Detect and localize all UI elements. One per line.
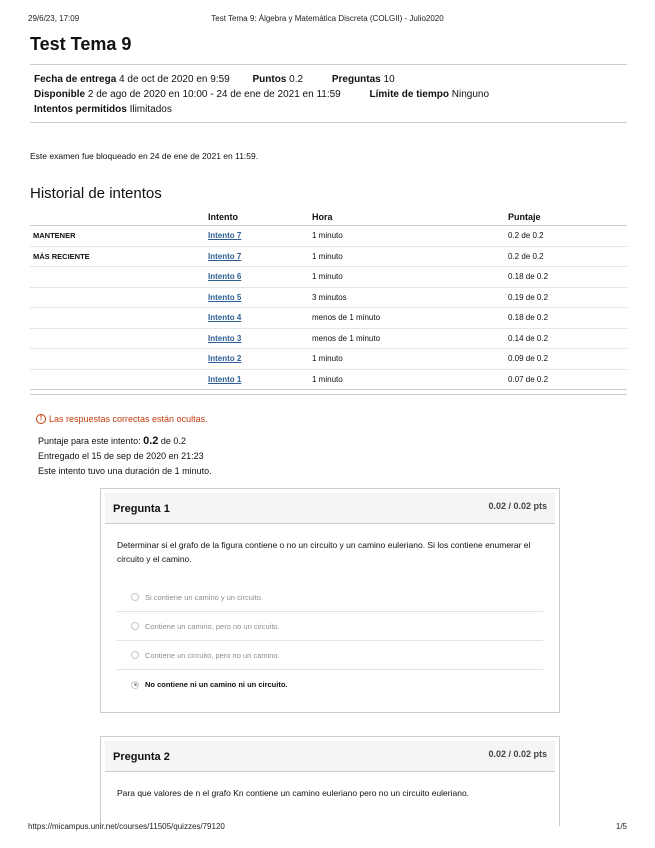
attempt-time: 3 minutos: [312, 287, 508, 308]
attempt-time: 1 minuto: [312, 349, 508, 370]
history-title: Historial de intentos: [30, 185, 162, 202]
attempt-score: 0.07 de 0.2: [508, 369, 627, 390]
print-header: [28, 14, 627, 26]
points-label: Puntos: [252, 74, 287, 85]
question-title: Pregunta 2: [113, 751, 170, 763]
attempts-label: Intentos permitidos: [34, 104, 127, 115]
answers-hidden-warning: [36, 414, 627, 424]
print-url: https://micampus.unir.net/courses/11505/quizzes/79120: [28, 822, 225, 831]
attempt-link[interactable]: Intento 6: [208, 272, 242, 282]
points-value: 0.2: [289, 74, 304, 85]
attempt-score: 0.09 de 0.2: [508, 349, 627, 370]
score-value: 0.2: [143, 435, 159, 447]
answer-option[interactable]: [117, 612, 543, 641]
answer-list: [117, 583, 543, 699]
warning-icon: !: [36, 414, 46, 424]
radio-checked-icon[interactable]: [131, 681, 139, 689]
question-header: [105, 741, 555, 772]
attempt-time: 1 minuto: [312, 246, 508, 267]
answer-text: No contiene ni un camino ni un circuito.: [145, 680, 288, 689]
attempt-link[interactable]: Intento 2: [208, 354, 242, 364]
attempt-score: 0.19 de 0.2: [508, 287, 627, 308]
radio-icon[interactable]: [131, 593, 139, 601]
attempt-score: 0.2 de 0.2: [508, 246, 627, 267]
row-label: [30, 328, 208, 349]
question-card: [100, 488, 560, 713]
row-label: [30, 369, 208, 390]
locked-message: Este examen fue bloqueado en 24 de ene de 2021 en 11:59.: [30, 151, 259, 161]
attempt-score: 0.14 de 0.2: [508, 328, 627, 349]
radio-icon[interactable]: [131, 651, 139, 659]
questions-value: 10: [383, 74, 395, 85]
divider: [30, 122, 627, 123]
col-time: Hora: [312, 210, 508, 226]
answer-text: Contiene un circuito, pero no un camino.: [145, 650, 280, 660]
question-text: Para que valores de n el grafo Kn contiene un camino euleriano pero no un circuito euleriano.: [117, 788, 470, 798]
question-text: Determinar si el grafo de la figura contiene o no un circuito y un camino euleriano. Si los contiene enumerar el circuito y el camino.: [117, 540, 531, 564]
attempts-value: Ilimitados: [129, 104, 172, 115]
row-label: MÁS RECIENTE: [30, 246, 208, 267]
available-value: 2 de ago de 2020 en 10:00 - 24 de ene de 2021 en 11:59: [87, 89, 341, 100]
attempt-link[interactable]: Intento 3: [208, 333, 242, 343]
row-label: [30, 308, 208, 329]
attempt-link[interactable]: Intento 7: [208, 231, 242, 241]
time-limit-value: Ninguno: [451, 89, 490, 100]
attempt-score: 0.18 de 0.2: [508, 267, 627, 288]
col-attempt: Intento: [208, 210, 312, 226]
answer-text: Si contiene un camino y un circuito.: [145, 592, 263, 602]
row-label: [30, 287, 208, 308]
attempt-link[interactable]: Intento 4: [208, 313, 242, 323]
row-label: [30, 349, 208, 370]
score-prefix: Puntaje para este intento:: [38, 436, 141, 446]
attempt-time: 1 minuto: [312, 369, 508, 390]
print-footer: [28, 822, 627, 834]
duration-text: Este intento tuvo una duración de 1 minuto.: [38, 466, 212, 476]
warning-text: Las respuestas correctas están ocultas.: [49, 414, 208, 424]
due-value: 4 de oct de 2020 en 9:59: [119, 74, 230, 85]
question-title: Pregunta 1: [113, 503, 170, 515]
attempt-time: 1 minuto: [312, 267, 508, 288]
attempt-score: 0.18 de 0.2: [508, 308, 627, 329]
table-row: [30, 267, 627, 288]
answer-option[interactable]: [117, 583, 543, 612]
table-row: [30, 287, 627, 308]
attempt-link[interactable]: Intento 5: [208, 292, 242, 302]
attempt-time: 1 minuto: [312, 226, 508, 247]
attempt-link[interactable]: Intento 7: [208, 251, 242, 261]
answer-option[interactable]: [117, 641, 543, 670]
attempt-time: menos de 1 minuto: [312, 308, 508, 329]
time-limit-label: Límite de tiempo: [369, 89, 449, 100]
radio-icon[interactable]: [131, 622, 139, 630]
questions-label: Preguntas: [331, 74, 381, 85]
divider: [30, 394, 627, 395]
table-row: [30, 246, 627, 267]
due-label: Fecha de entrega: [34, 74, 117, 85]
main-content: [30, 34, 627, 826]
question-points: 0.02 / 0.02 pts: [488, 749, 547, 759]
submitted-text: Entregado el 15 de sep de 2020 en 21:23: [38, 451, 204, 461]
attempt-summary: [38, 434, 627, 479]
table-row: [30, 328, 627, 349]
question-points: 0.02 / 0.02 pts: [488, 501, 547, 511]
row-label: MANTENER: [30, 226, 208, 247]
table-row: [30, 226, 627, 247]
table-row: [30, 349, 627, 370]
answer-text: Contiene un camino, pero no un circuito.: [145, 621, 280, 631]
quiz-details: [30, 65, 627, 122]
row-label: [30, 267, 208, 288]
print-page-title: Test Tema 9: Álgebra y Matemática Discreta (COLGII) - Julio2020: [211, 14, 444, 23]
table-row: [30, 369, 627, 390]
answer-option-selected[interactable]: [117, 670, 543, 699]
attempt-time: menos de 1 minuto: [312, 328, 508, 349]
col-score: Puntaje: [508, 210, 627, 226]
question-header: [105, 493, 555, 524]
quiz-title: Test Tema 9: [30, 34, 132, 54]
print-datetime: 29/6/23, 17:09: [28, 14, 80, 23]
attempt-score: 0.2 de 0.2: [508, 226, 627, 247]
score-suffix: de 0.2: [160, 436, 186, 446]
question-card: [100, 736, 560, 826]
print-page-number: 1/5: [615, 822, 627, 831]
available-label: Disponible: [34, 89, 86, 100]
attempt-history-table: [30, 210, 627, 390]
attempt-link[interactable]: Intento 1: [208, 374, 242, 384]
table-row: [30, 308, 627, 329]
